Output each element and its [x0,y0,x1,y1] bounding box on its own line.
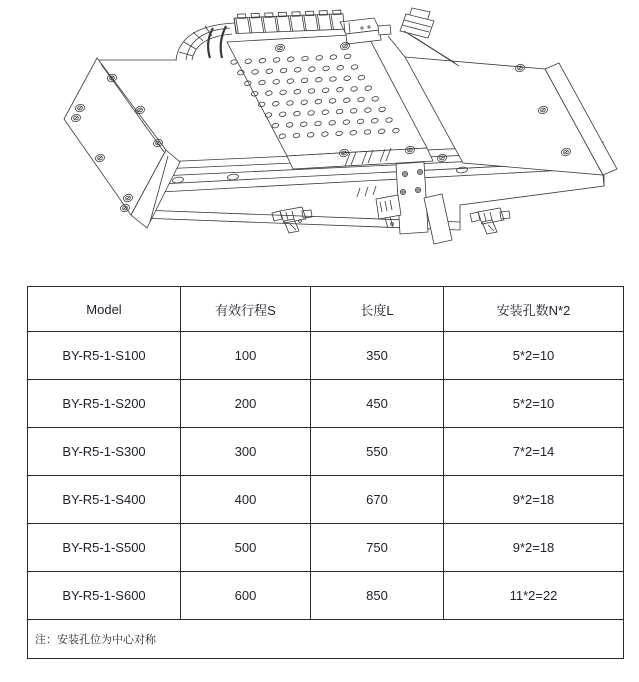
cell-stroke: 500 [181,524,311,572]
table-row [28,524,624,572]
carriage-plate [227,34,433,169]
cell-length: 550 [311,428,444,476]
cell-model: BY-R5-1-S600 [28,572,181,620]
table-note-row [28,620,624,659]
cell-holes: 9*2=18 [444,476,624,524]
cell-model: BY-R5-1-S400 [28,476,181,524]
cell-stroke: 400 [181,476,311,524]
cell-model: BY-R5-1-S300 [28,428,181,476]
cell-holes: 9*2=18 [444,524,624,572]
header-model: Model [28,287,181,332]
cell-length: 450 [311,380,444,428]
spec-table [27,286,624,659]
header-stroke: 有效行程S [181,287,311,332]
note-text: 注：安装孔位为中心对称 [28,620,624,659]
chain-junction-box [340,18,391,44]
cell-length: 850 [311,572,444,620]
cell-holes: 5*2=10 [444,332,624,380]
table-row [28,428,624,476]
cell-model: BY-R5-1-S500 [28,524,181,572]
cell-length: 750 [311,524,444,572]
cell-stroke: 600 [181,572,311,620]
drawing-svg [0,0,639,272]
cell-model: BY-R5-1-S100 [28,332,181,380]
cell-stroke: 300 [181,428,311,476]
table-header-row [28,287,624,332]
table-row [28,332,624,380]
cell-holes: 7*2=14 [444,428,624,476]
cell-length: 670 [311,476,444,524]
table-row [28,572,624,620]
header-holes: 安装孔数N*2 [444,287,624,332]
linear-stage-isometric-drawing [0,0,639,270]
table-row [28,380,624,428]
cell-holes: 5*2=10 [444,380,624,428]
header-length: 长度L [311,287,444,332]
center-sensor-bracket [376,162,452,244]
cell-length: 350 [311,332,444,380]
cell-stroke: 100 [181,332,311,380]
cell-model: BY-R5-1-S200 [28,380,181,428]
cell-stroke: 200 [181,380,311,428]
right-end-plate [405,57,617,186]
cell-holes: 11*2=22 [444,572,624,620]
table-row [28,476,624,524]
